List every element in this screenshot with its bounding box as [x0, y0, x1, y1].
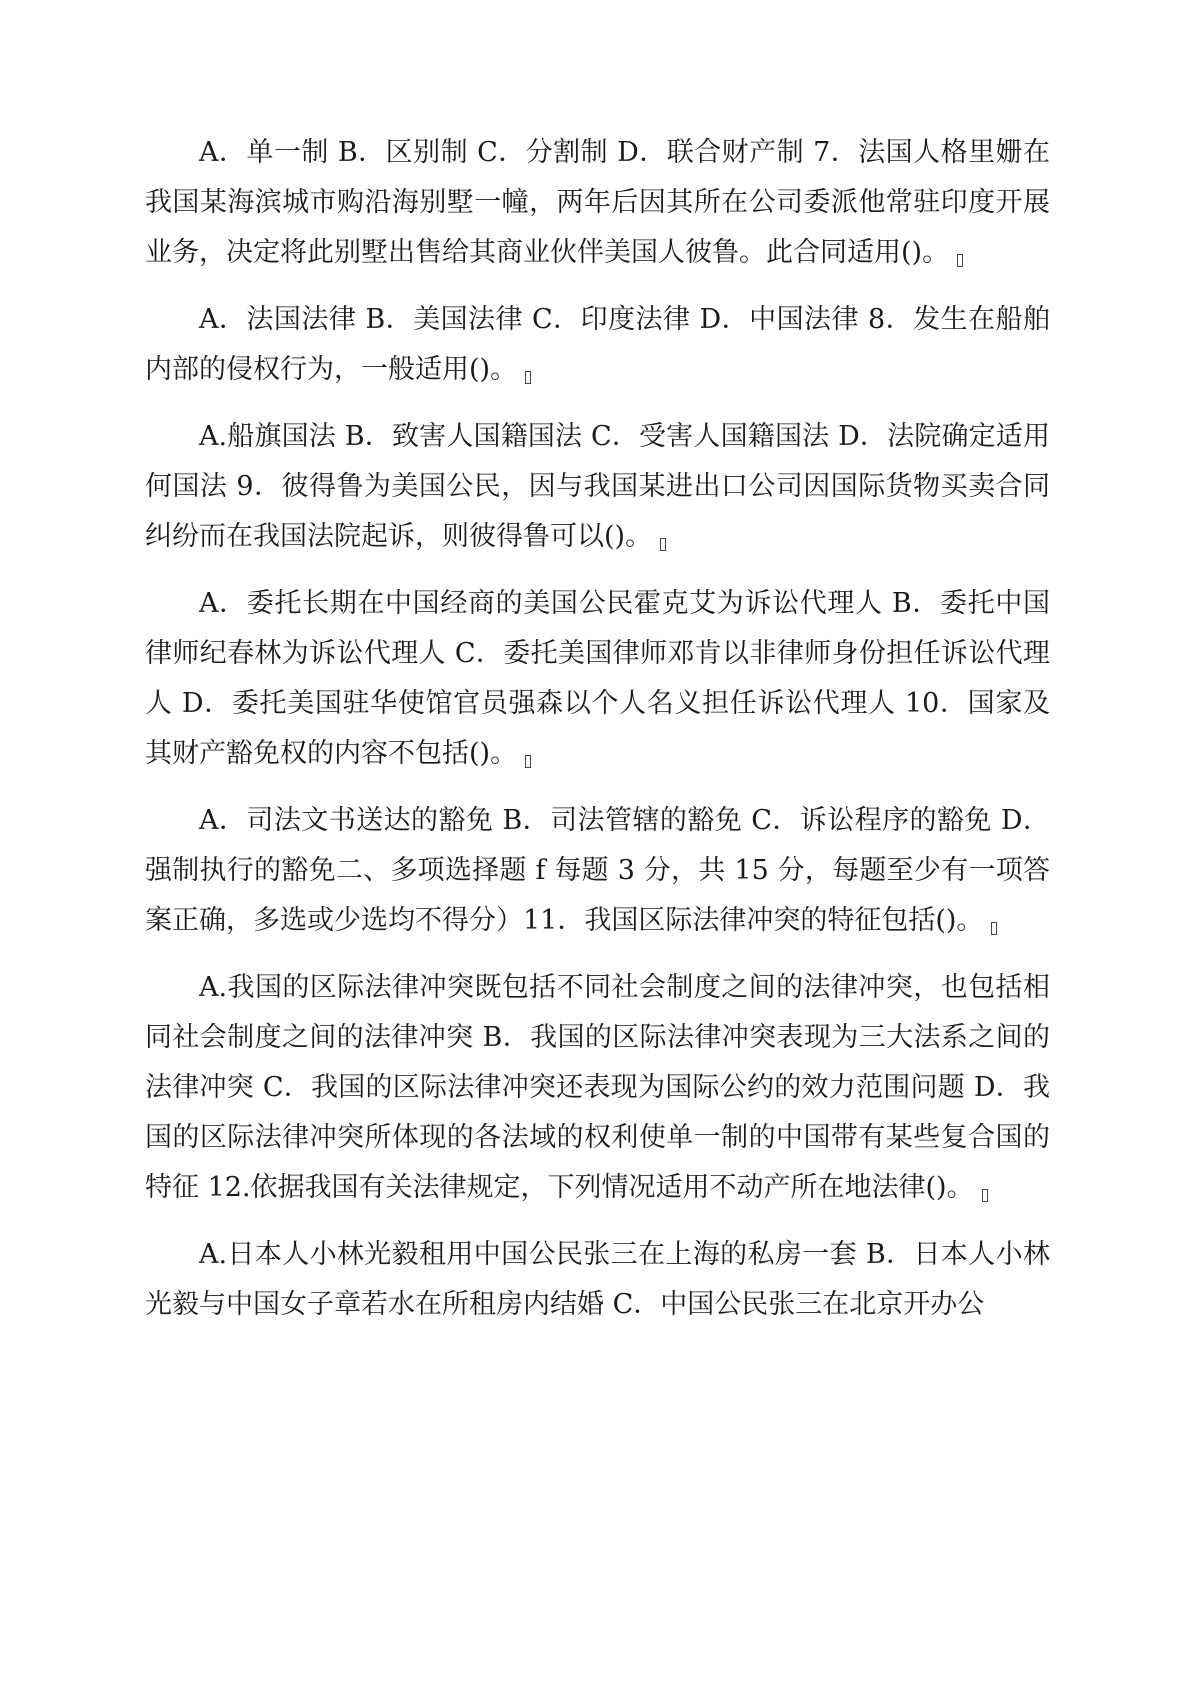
paragraph-end-marker-icon — [525, 371, 531, 384]
paragraph-5 — [145, 796, 1050, 946]
paragraph-7 — [145, 1230, 1050, 1330]
paragraph-end-marker-icon — [982, 1189, 988, 1202]
paragraph-1-text: A．单一制 B．区别制 C．分割制 D．联合财产制 7．法国人格里姗在我国某海滨城市购沿海别墅一幢，两年后因其所在公司委派他常驻印度开展业务，决定将此别墅出售给其商业伙伴美国人彼鲁。此合同适用()。 — [145, 137, 1050, 268]
paragraph-end-marker-icon — [991, 922, 997, 935]
paragraph-1 — [145, 128, 1050, 278]
paragraph-end-marker-icon — [525, 755, 531, 768]
paragraph-3 — [145, 412, 1050, 562]
paragraph-end-marker-icon — [660, 538, 666, 551]
paragraph-5-text: A．司法文书送达的豁免 B．司法管辖的豁免 C．诉讼程序的豁免 D．强制执行的豁免二、多项选择题 f 每题 3 分，共 15 分，每题至少有一项答案正确，多选或少选均不得分）11．我国区际法律冲突的特征包括()。 — [145, 805, 1050, 936]
paragraph-4 — [145, 579, 1050, 779]
paragraph-7-text: A.日本人小林光毅租用中国公民张三在上海的私房一套 B．日本人小林光毅与中国女子章若水在所租房内结婚 C．中国公民张三在北京开办公 — [145, 1239, 1050, 1320]
paragraph-end-marker-icon — [957, 254, 963, 267]
document-body — [145, 128, 1050, 1330]
paragraph-2-text: A．法国法律 B．美国法律 C．印度法律 D．中国法律 8．发生在船舶内部的侵权行为，一般适用()。 — [145, 304, 1050, 385]
paragraph-2 — [145, 295, 1050, 395]
paragraph-6-text: A.我国的区际法律冲突既包括不同社会制度之间的法律冲突，也包括相同社会制度之间的法律冲突 B．我国的区际法律冲突表现为三大法系之间的法律冲突 C．我国的区际法律冲突还表现为国际公约的效力范围问题 D．我国的区际法律冲突所体现的各法域的权利使单一制的中国带有某些复合国的特征 12.依据我国有关法律规定，下列情况适用不动产所在地法律()。 — [145, 972, 1050, 1203]
paragraph-4-text: A．委托长期在中国经商的美国公民霍克艾为诉讼代理人 B．委托中国律师纪春林为诉讼代理人 C．委托美国律师邓肯以非律师身份担任诉讼代理人 D．委托美国驻华使馆官员强森以个人名义担任诉讼代理人 10．国家及其财产豁免权的内容不包括()。 — [145, 588, 1050, 769]
paragraph-6 — [145, 963, 1050, 1213]
paragraph-3-text: A.船旗国法 B．致害人国籍国法 C．受害人国籍国法 D．法院确定适用何国法 9．彼得鲁为美国公民，因与我国某进出口公司因国际货物买卖合同纠纷而在我国法院起诉，则彼得鲁可以()。 — [145, 421, 1050, 552]
